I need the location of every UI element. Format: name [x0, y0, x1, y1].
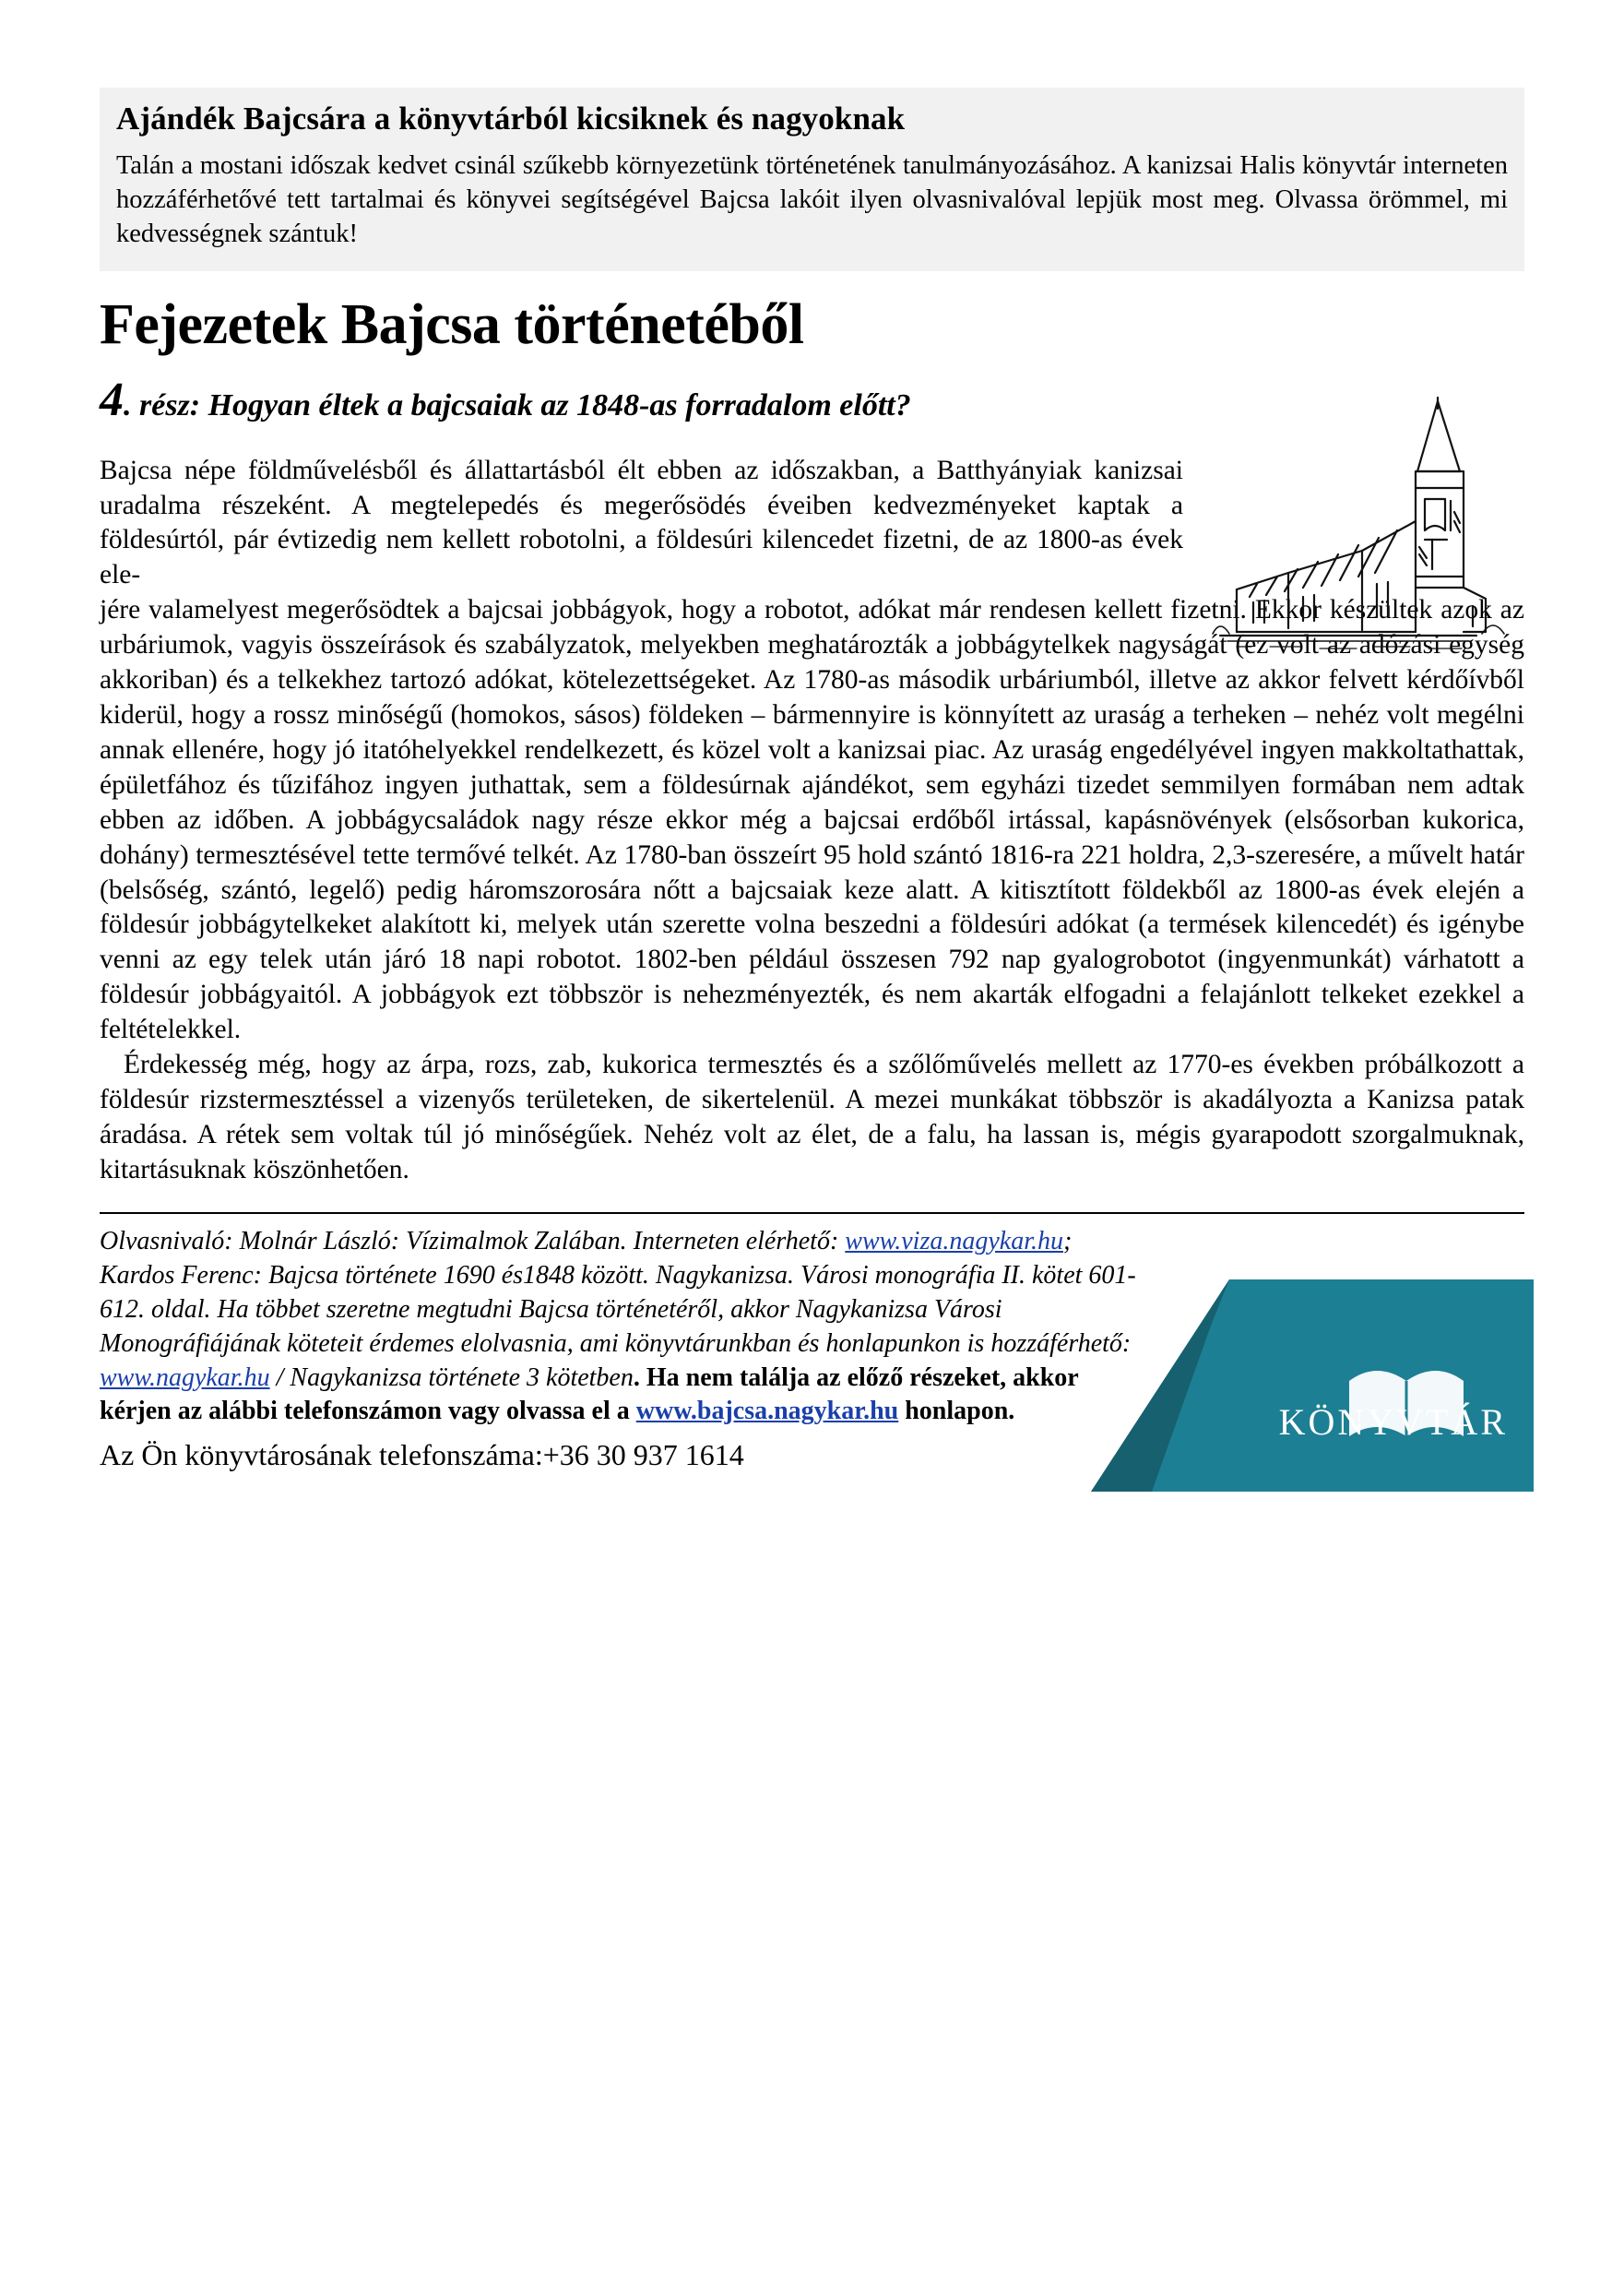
- logo-text: KÖNYVTÁR: [1278, 1401, 1508, 1444]
- article-subtitle: [100, 368, 1123, 433]
- article-paragraph-1-narrow: Bajcsa népe földművelésből és állattartásból élt ebben az időszakban, a Batthyányiak kanizsai uradalma részeként. A megtelepedés és megerősödés éveiben kedvezményeket kaptak a földesúrtól, pár évtizedig nem kellett robotolni, a földesúri kilencedet fizetni, de az 1800-as évek ele-: [100, 455, 1183, 590]
- library-logo: [1073, 1243, 1534, 1492]
- part-number: 4: [100, 374, 124, 427]
- church-illustration: [1200, 392, 1532, 696]
- link-viza-nagykar[interactable]: www.viza.nagykar.hu: [845, 1226, 1063, 1255]
- librarian-phone: Az Ön könyvtárosának telefonszáma:+36 30 937 1614: [100, 1438, 744, 1472]
- reading-list-after: / Nagykanizsa története 3 kötetben: [269, 1362, 634, 1392]
- footer-box: [100, 1212, 1524, 1474]
- reading-list-bold-2: honlapon.: [898, 1397, 1015, 1426]
- link-bajcsa-nagykar[interactable]: www.bajcsa.nagykar.hu: [635, 1397, 899, 1426]
- article-paragraph-2: Érdekesség még, hogy az árpa, rozs, zab, kukorica termesztés és a szőlőművelés mellett az 1770-es években próbálkozott a földesúr rizstermesztéssel a vizenyős területeken, de sikertelenül. A mezei munkákat többször is akadályozta a Kanizsa patak áradása. A rétek sem voltak túl jó minőségűek. Nehéz volt az élet, de a falu, ha lassan is, mégis gyarapodott szorgalmuknak, kitartásuknak köszönhetően.: [100, 1050, 1524, 1184]
- reading-list: [100, 1225, 1142, 1430]
- subtitle-text: . rész: Hogyan éltek a bajcsaiak az 1848-as forradalom előtt?: [124, 388, 911, 423]
- intro-title: Ajándék Bajcsára a könyvtárból kicsiknek és nagyoknak: [116, 101, 906, 137]
- page-title: Fejezetek Bajcsa történetéből: [100, 293, 804, 357]
- intro-text: Talán a mostani időszak kedvet csinál szűkebb környezetünk történetének tanulmányozásához. A kanizsai Halis könyvtár interneten hozzáférhetővé tett tartalmai és könyvei segítségével Bajcsa lakóit ilyen olvasnivalóval lepjük most meg. Olvassa örömmel, mi kedvességnek szántuk!: [116, 151, 1508, 249]
- reading-list-middle: ; Kardos Ferenc: Bajcsa története 1690 és1848 között. Nagykanizsa. Városi monográfia II. kötet 601-612. oldal. Ha többet szeretne megtudni Bajcsa történetéről, akkor Nagykanizsa Városi Monográfiájának köteteit érdemes elolvasnia, ami könyvtárunkban és honlapunkon is hozzáférhető:: [100, 1226, 1136, 1358]
- link-nagykar[interactable]: www.nagykar.hu: [100, 1362, 270, 1392]
- article-paragraph-1-wide: jére valamelyest megerősödtek a bajcsai jobbágyok, hogy a robotot, adókat már rendesen kellett fizetni. Ekkor készültek azok az urbáriumok, vagyis összeírások és szabályzatok, melyekben meghatározták a jobbágytelkek nagyságát (ez volt az adózási egység akkoriban) és a telkekhez tartozó adókat, kötelezettségeket. Az 1780-as második urbáriumból, illetve az akkor felvett kérdőívből kiderül, hogy a rossz minőségű (homokos, sásos) földeken – bármennyire is könnyített az uraság a terheken – nehéz volt megélni annak ellenére, hogy jó itatóhelyekkel rendelkezett, és közel volt a kanizsai piac. Az uraság engedélyével ingyen makkoltathattak, épületfához és tűzifához ingyen juthattak, sem a földesúrnak ajándékot, sem egyházi tizedet semmilyen formában nem adtak ebben az időben. A jobbágycsaládok nagy része ekkor még a bajcsai erdőből irtással, kapásnövények (elsősorban kukorica, dohány) termesztésével tette termővé telkét. Az 1780-ban összeírt 95 hold szántó 1816-ra 221 holdra, 2,3-szeresére, a művelt határ (belsőség, szántó, legelő) pedig háromszorosára nőtt a bajcsaiak keze alatt. A kitisztított földekből az 1800-as évek elején a földesúr jobbágytelkeket alakított ki, melyek után szerette volna beszedni a földesúri adókat (a termések kilencedét) és igénybe venni az egy telek után járó 18 napi robotot. 1802-ben például összesen 792 nap gyalogrobotot (ingyenmunkát) várhatott a földesúr jobbágyaitól. A jobbágyok ezt többször is nehezményezték, és nem akarták elfogadni a felajánlott telkeket ezekkel a feltételekkel.: [100, 595, 1524, 1045]
- reading-list-intro: Olvasnivaló: Molnár László: Vízimalmok Zalában. Interneten elérhető:: [100, 1226, 846, 1255]
- document-content: [100, 88, 1524, 1473]
- intro-box: [100, 88, 1524, 271]
- reading-list-bold-1: . Ha nem találja az előző részeket, akkor kérjen az alábbi telefonszámon vagy olvassa el a: [100, 1362, 1079, 1426]
